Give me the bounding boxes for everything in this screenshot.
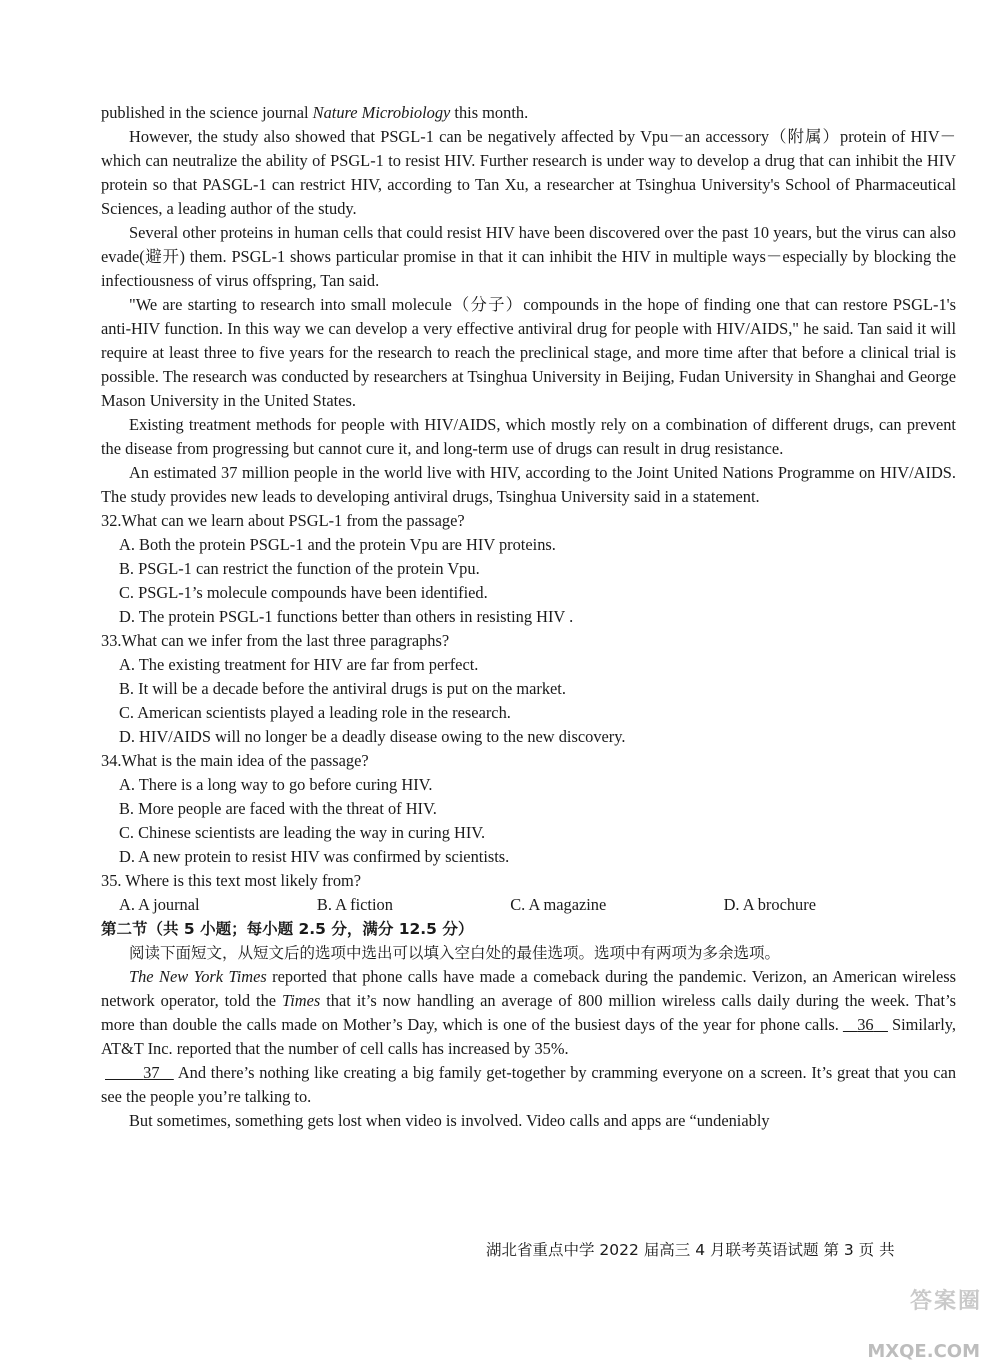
passage-paragraph-5: Existing treatment methods for people with HIV/AIDS, which mostly rely on a combination of different drugs, can prevent the disease from progressing but cannot cure it, and long-term use of drugs can result in drug resistance.: [101, 415, 956, 458]
exam-page: [101, 101, 956, 1133]
question-35: [101, 869, 956, 917]
page-footer: 湖北省重点中学 2022 届高三 4 月联考英语试题 第 3 页 共: [486, 1241, 895, 1259]
question-33: [101, 629, 956, 749]
newspaper-name: The New York Times: [129, 967, 267, 986]
question-34: [101, 749, 956, 869]
passage-paragraph-3: Several other proteins in human cells that could resist HIV have been discovered over the past 10 years, but the virus can also evade(避开) them. PSGL-1 shows particular promise in that it can inhibit the HIV in multiple ways－especially by blocking the infectiousness of virus offspring, Tan said.: [101, 223, 956, 290]
newspaper-short-name: Times: [282, 991, 321, 1010]
option-a: A. A journal: [119, 895, 200, 914]
journal-name: Nature Microbiology: [312, 103, 451, 122]
question-32: [101, 509, 956, 629]
option-c: C. A magazine: [510, 895, 607, 914]
option-a: A. Both the protein PSGL-1 and the protein Vpu are HIV proteins.: [119, 535, 556, 554]
option-b: B. It will be a decade before the antiviral drugs is put on the market.: [119, 679, 566, 698]
option-d: D. A brochure: [723, 895, 816, 914]
option-a: A. There is a long way to go before curing HIV.: [119, 775, 433, 794]
passage-paragraph-1: published in the science journal Nature Microbiology this month.: [101, 103, 529, 122]
option-b: B. A fiction: [316, 895, 393, 914]
section-instruction: 阅读下面短文，从短文后的选项中选出可以填入空白处的最佳选项。选项中有两项为多余选项。: [129, 944, 781, 962]
passage-paragraph-6: An estimated 37 million people in the world live with HIV, according to the Joint United Nations Programme on HIV/AIDS. The study provides new leads to developing antiviral drugs, Tsinghua University said in a statement.: [101, 463, 956, 506]
option-c: C. American scientists played a leading role in the research.: [119, 703, 511, 722]
question-stem: 34.What is the main idea of the passage?: [101, 751, 369, 770]
question-stem: 35. Where is this text most likely from?: [101, 871, 362, 890]
watermark-site: MXQE.COM: [867, 1341, 980, 1362]
blank-37: 37: [143, 1063, 160, 1082]
option-d: D. The protein PSGL-1 functions better than others in resisting HIV .: [119, 607, 574, 626]
option-c: C. PSGL-1’s molecule compounds have been identified.: [119, 583, 488, 602]
options-row: [101, 893, 956, 917]
question-stem: 32.What can we learn about PSGL-1 from the passage?: [101, 511, 465, 530]
option-b: B. More people are faced with the threat of HIV.: [119, 799, 437, 818]
passage-paragraph-2: However, the study also showed that PSGL-1 can be negatively affected by Vpu－an accessory（附属）protein of HIV－which can neutralize the ability of PSGL-1 to resist HIV. Further research is under way to develop a drug that can inhibit the HIV protein so that PASGL-1 can restrict HIV, according to Tan Xu, a researcher at Tsinghua University's School of Pharmaceutical Sciences, a leading author of the study.: [101, 127, 956, 218]
section-title: 第二节（共 5 小题；每小题 2.5 分，满分 12.5 分）: [101, 920, 474, 938]
passage-paragraph-4: "We are starting to research into small molecule（分子）compounds in the hope of finding one that can restore PSGL-1's anti-HIV function. In this way we can develop a very effective antiviral drug for people with HIV/AIDS," he said. Tan said it will require at least three to five years for the research to reach the preclinical stage, and more time after that before a clinical trial is possible. The research was conducted by researchers at Tsinghua University in Beijing, Fudan University in Shanghai and George Mason University in the United States.: [101, 295, 956, 410]
watermark-brand: 答案圈: [909, 1289, 982, 1314]
option-d: D. A new protein to resist HIV was confirmed by scientists.: [119, 847, 510, 866]
question-stem: 33.What can we infer from the last three paragraphs?: [101, 631, 450, 650]
blank-36: 36: [857, 1015, 874, 1034]
option-c: C. Chinese scientists are leading the way in curing HIV.: [119, 823, 486, 842]
option-a: A. The existing treatment for HIV are far from perfect.: [119, 655, 479, 674]
option-d: D. HIV/AIDS will no longer be a deadly disease owing to the new discovery.: [119, 727, 626, 746]
option-b: B. PSGL-1 can restrict the function of the protein Vpu.: [119, 559, 480, 578]
cloze-paragraph-3: But sometimes, something gets lost when video is involved. Video calls and apps are “undeniably: [129, 1111, 770, 1130]
cloze-paragraph-1: The New York Times reported that phone calls have made a comeback during the pandemic. Verizon, an American wireless network operator, told the Times that it’s now handling an average of 800 million wireless calls daily during the week. That’s more than double the calls made on Mother’s Day, which is one of the busiest days of the year for phone calls. 36 Similarly, AT&T Inc. reported that the number of cell calls has increased by 35%.: [101, 967, 957, 1058]
cloze-paragraph-2: 37 And there’s nothing like creating a big family get-together by cramming everyone on a screen. It’s great that you can see the people you’re talking to.: [101, 1063, 957, 1106]
